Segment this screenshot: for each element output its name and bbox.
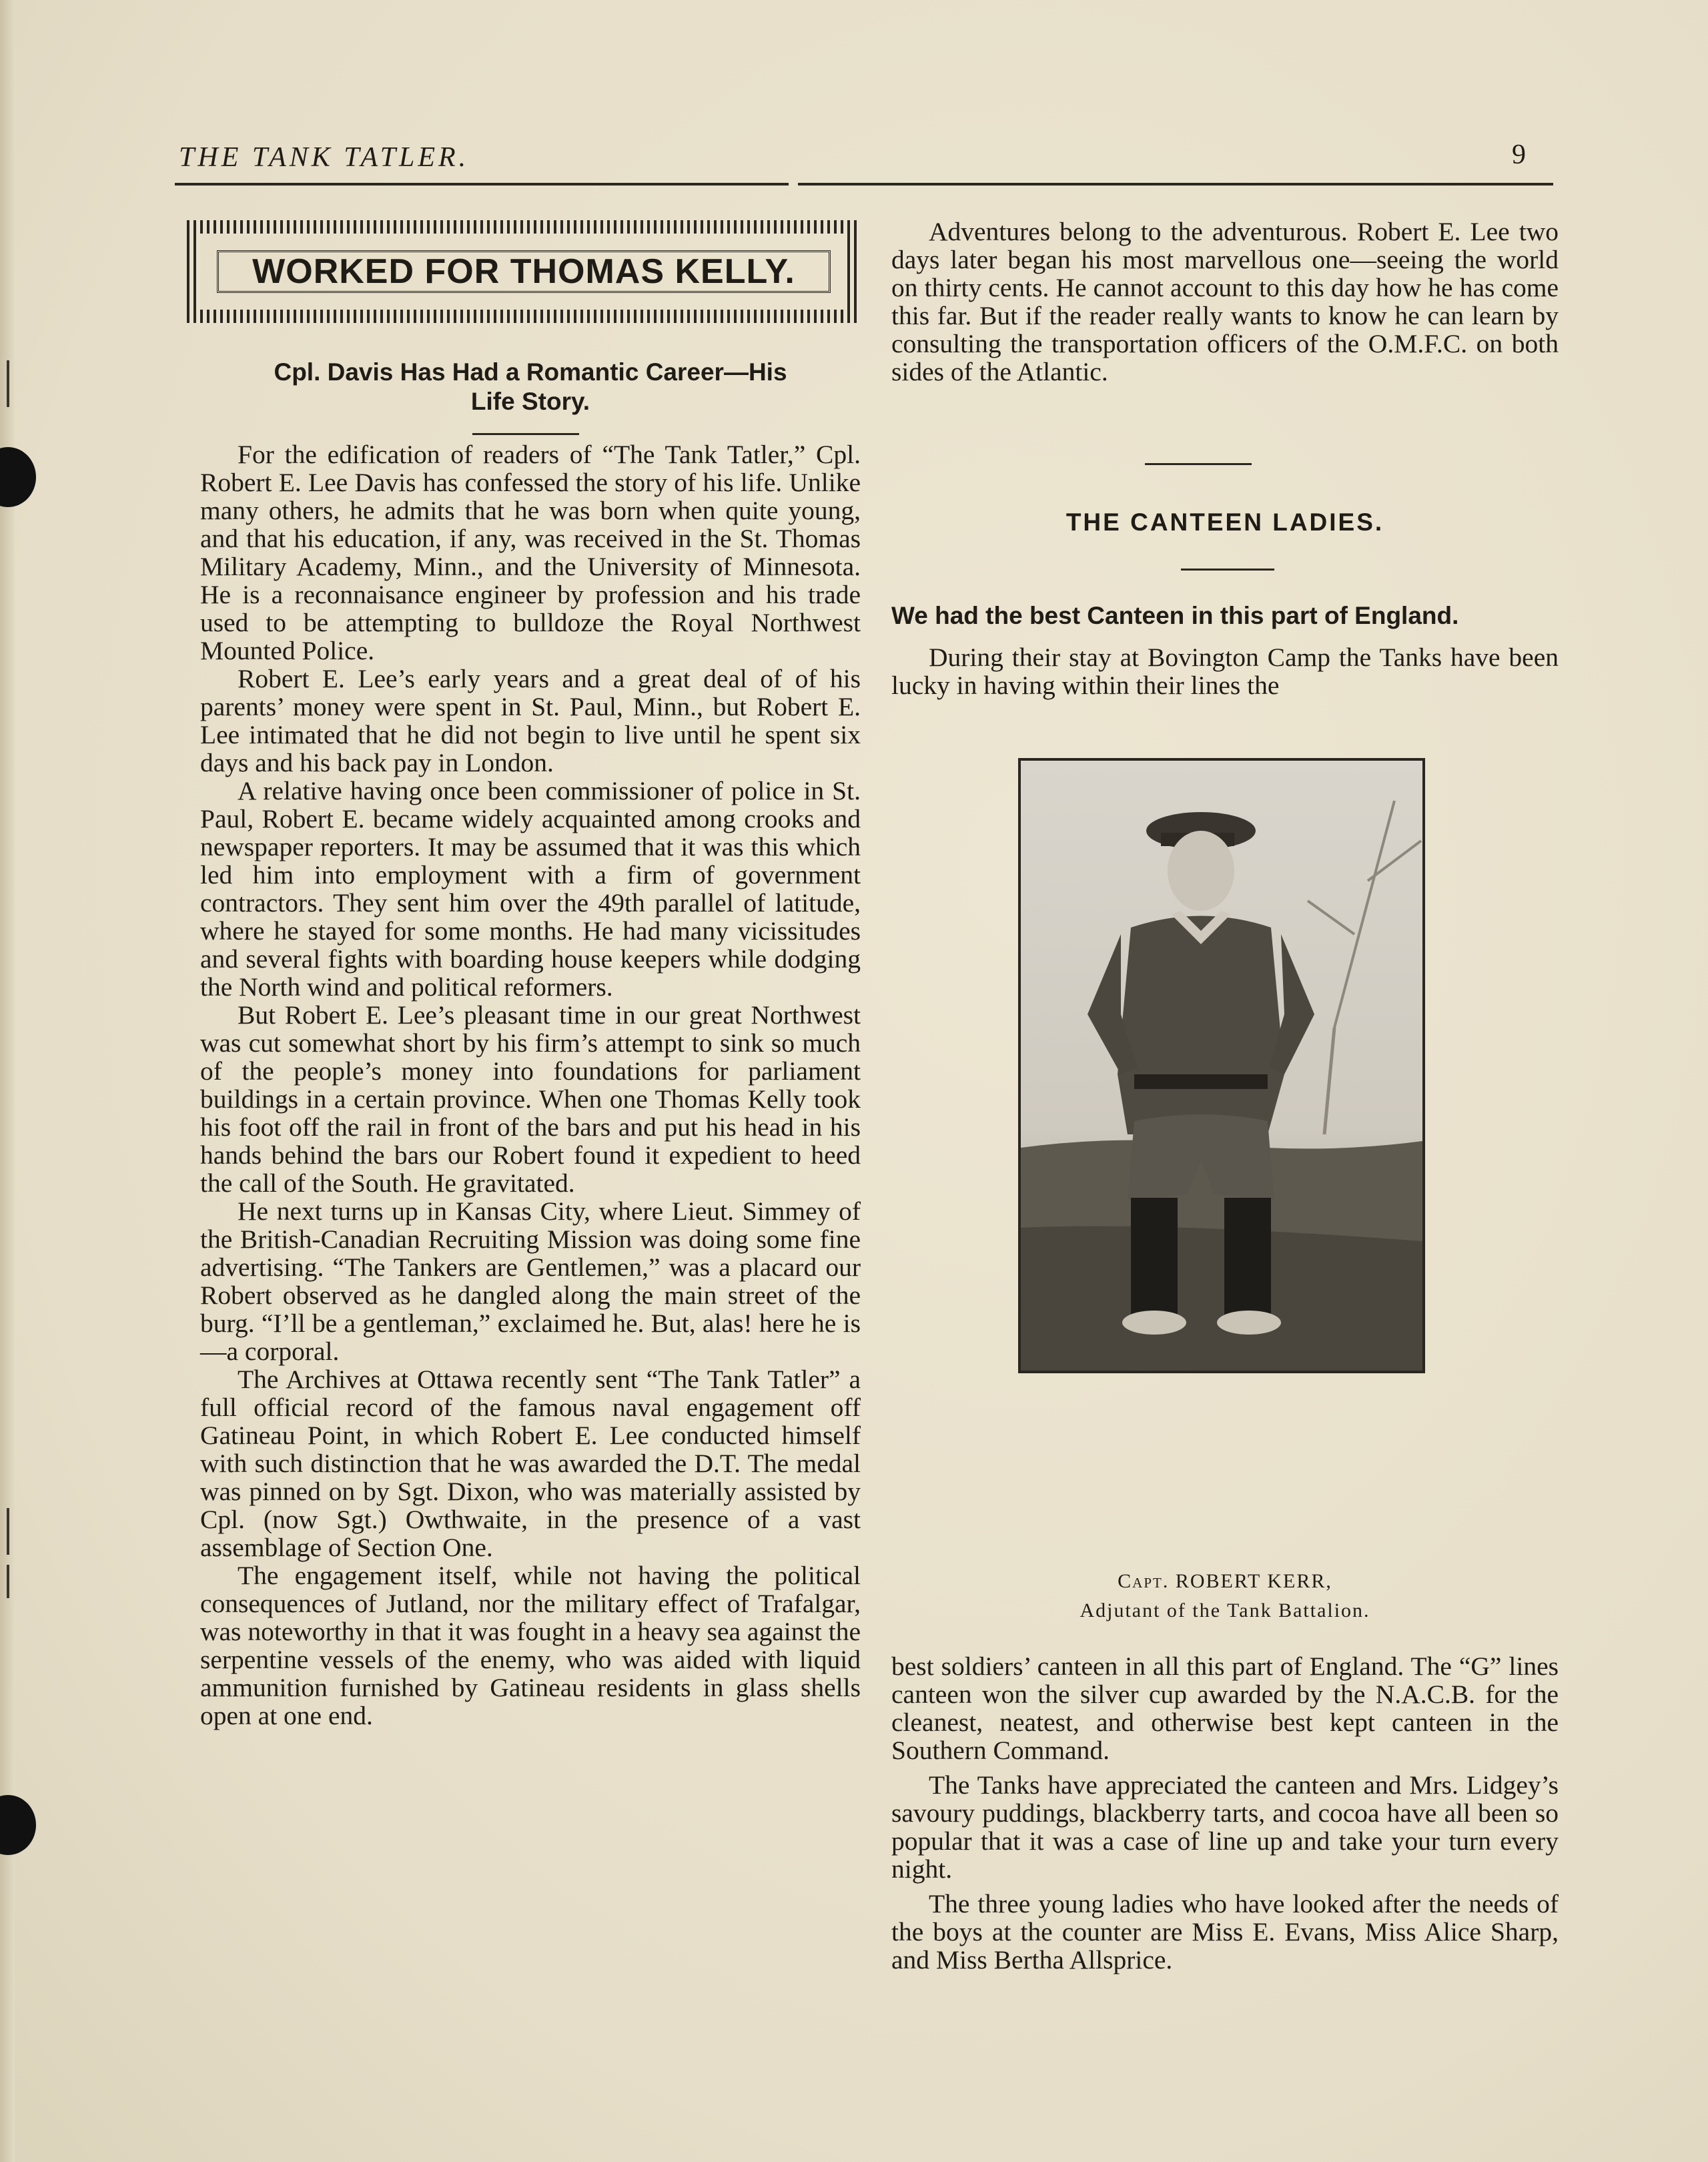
photo-caption [891, 1567, 1559, 1626]
binding-mark [7, 360, 9, 407]
body-paragraph: The Archives at Ottawa recently sent “The Tank Tatler” a full official record of the famous naval engagement off Gatineau Point, in which Robert E. Lee conducted himself with such distinction that he was awarded the D.T. The medal was pinned on by Sgt. Dixon, who was materially assisted by Cpl. (now Sgt.) Owthwaite, in the presence of a vast assemblage of Section One. [200, 1365, 861, 1562]
article-title: WORKED FOR THOMAS KELLY. [214, 247, 834, 296]
binding-mark [7, 1508, 9, 1555]
caption-role: Adjutant of the Tank Battalion. [1080, 1599, 1370, 1622]
header-rule-left [175, 183, 789, 186]
section-subtitle: We had the best Canteen in this part of England. [891, 602, 1459, 629]
article-subtitle-line-2: Life Story. [470, 388, 590, 415]
header-rule-right [798, 183, 1553, 186]
article-subtitle-line-1: Cpl. Davis Has Had a Romantic Career—His [274, 358, 787, 386]
body-paragraph: The engagement itself, while not having the political consequences of Jutland, nor the military effect of Trafalgar, was noteworthy in that it was fought in a heavy sea against the serpentine vessels of the enemy, who was aided with liquid ammunition furnished by Gatineau residents in glass shells open at one end. [200, 1561, 861, 1730]
body-paragraph: He next turns up in Kansas City, where Lieut. Simmey of the British-Canadian Recruiting Mission was doing some fine advertising. “The Tankers are Gentlemen,” was a placard our Robert observed as he dangled along the main street of the burg. “I’ll be a gentleman,” exclaimed he. But, alas! here he is—a corporal. [200, 1196, 861, 1366]
canteen-intro [891, 643, 1559, 699]
punch-hole-top [0, 447, 36, 507]
body-paragraph: The Tanks have appreciated the canteen and Mrs. Lidgey’s savoury puddings, blackberry tarts, and cocoa have all been so popular that it was a case of line up and take your turn every night. [891, 1770, 1559, 1884]
body-paragraph: A relative having once been commissioner of police in St. Paul, Robert E. became widely acquainted among crooks and newspaper reporters. It may be assumed that it was this which led him into employment with a firm of government contractors. They sent him over the 49th parallel of latitude, where he stayed for some months. He had many vicissitudes and several fights with boarding house keepers while dodging the North wind and political reformers. [200, 776, 861, 1002]
binding-mark [7, 1565, 9, 1598]
continuation-paragraph: Adventures belong to the adventurous. Robert E. Lee two days later began his most marvellous one—seeing the world on thirty cents. He cannot account to this day how he has come this far. But if the reader really wants to know he can learn by consulting the transportation officers of the O.M.F.C. on both sides of the Atlantic. [891, 217, 1559, 386]
article-banner [187, 220, 861, 323]
caption-name: Capt. ROBERT KERR, [1118, 1570, 1332, 1592]
canteen-body [891, 1652, 1559, 1974]
officer-portrait-photo [1018, 758, 1425, 1373]
divider-rule [472, 433, 579, 435]
body-paragraph: Robert E. Lee’s early years and a great deal of of his parents’ money were spent in St. Paul, Minn., but Robert E. Lee intimated that he did not begin to live until he spent six days and his back pay in London. [200, 664, 861, 777]
body-paragraph: The three young ladies who have looked after the needs of the boys at the counter are Miss E. Evans, Miss Alice Sharp, and Miss Bertha Allsprice. [891, 1889, 1559, 1974]
punch-hole-bottom [0, 1795, 36, 1855]
body-paragraph: During their stay at Bovington Camp the Tanks have been lucky in having within their lines the [891, 643, 1559, 700]
article-continuation [891, 218, 1559, 386]
body-paragraph: For the edification of readers of “The Tank Tatler,” Cpl. Robert E. Lee Davis has confessed the story of his life. Unlike many others, he admits that he was born when quite young, and that his education, if any, was received in the St. Thomas Military Academy, Minn., and the University of Minnesota. He is a reconnaisance engineer by profession and his trade used to be attempting to bulldoze the Royal Northwest Mounted Police. [200, 440, 861, 665]
divider-rule [1181, 569, 1274, 571]
divider-rule [1145, 463, 1252, 465]
running-title: THE TANK TATLER. [179, 142, 470, 173]
section-title: THE CANTEEN LADIES. [1065, 508, 1384, 536]
article-subtitle [200, 358, 861, 416]
body-paragraph: But Robert E. Lee’s pleasant time in our great Northwest was cut somewhat short by his firm’s attempt to sink so much of the people’s money into foundations for parliament buildings in a certain province. When one Thomas Kelly took his foot off the rail in front of the bars and put his head in his hands behind the bars our Robert found it expedient to heed the call of the South. He gravitated. [200, 1000, 861, 1198]
body-paragraph: best soldiers’ canteen in all this part of England. The “G” lines canteen won the silver cup awarded by the N.A.C.B. for the cleanest, neatest, and otherwise best kept canteen in the Southern Command. [891, 1652, 1559, 1765]
article-body-left [200, 440, 861, 1730]
portrait-image [1021, 761, 1422, 1371]
page-number: 9 [1512, 139, 1526, 170]
